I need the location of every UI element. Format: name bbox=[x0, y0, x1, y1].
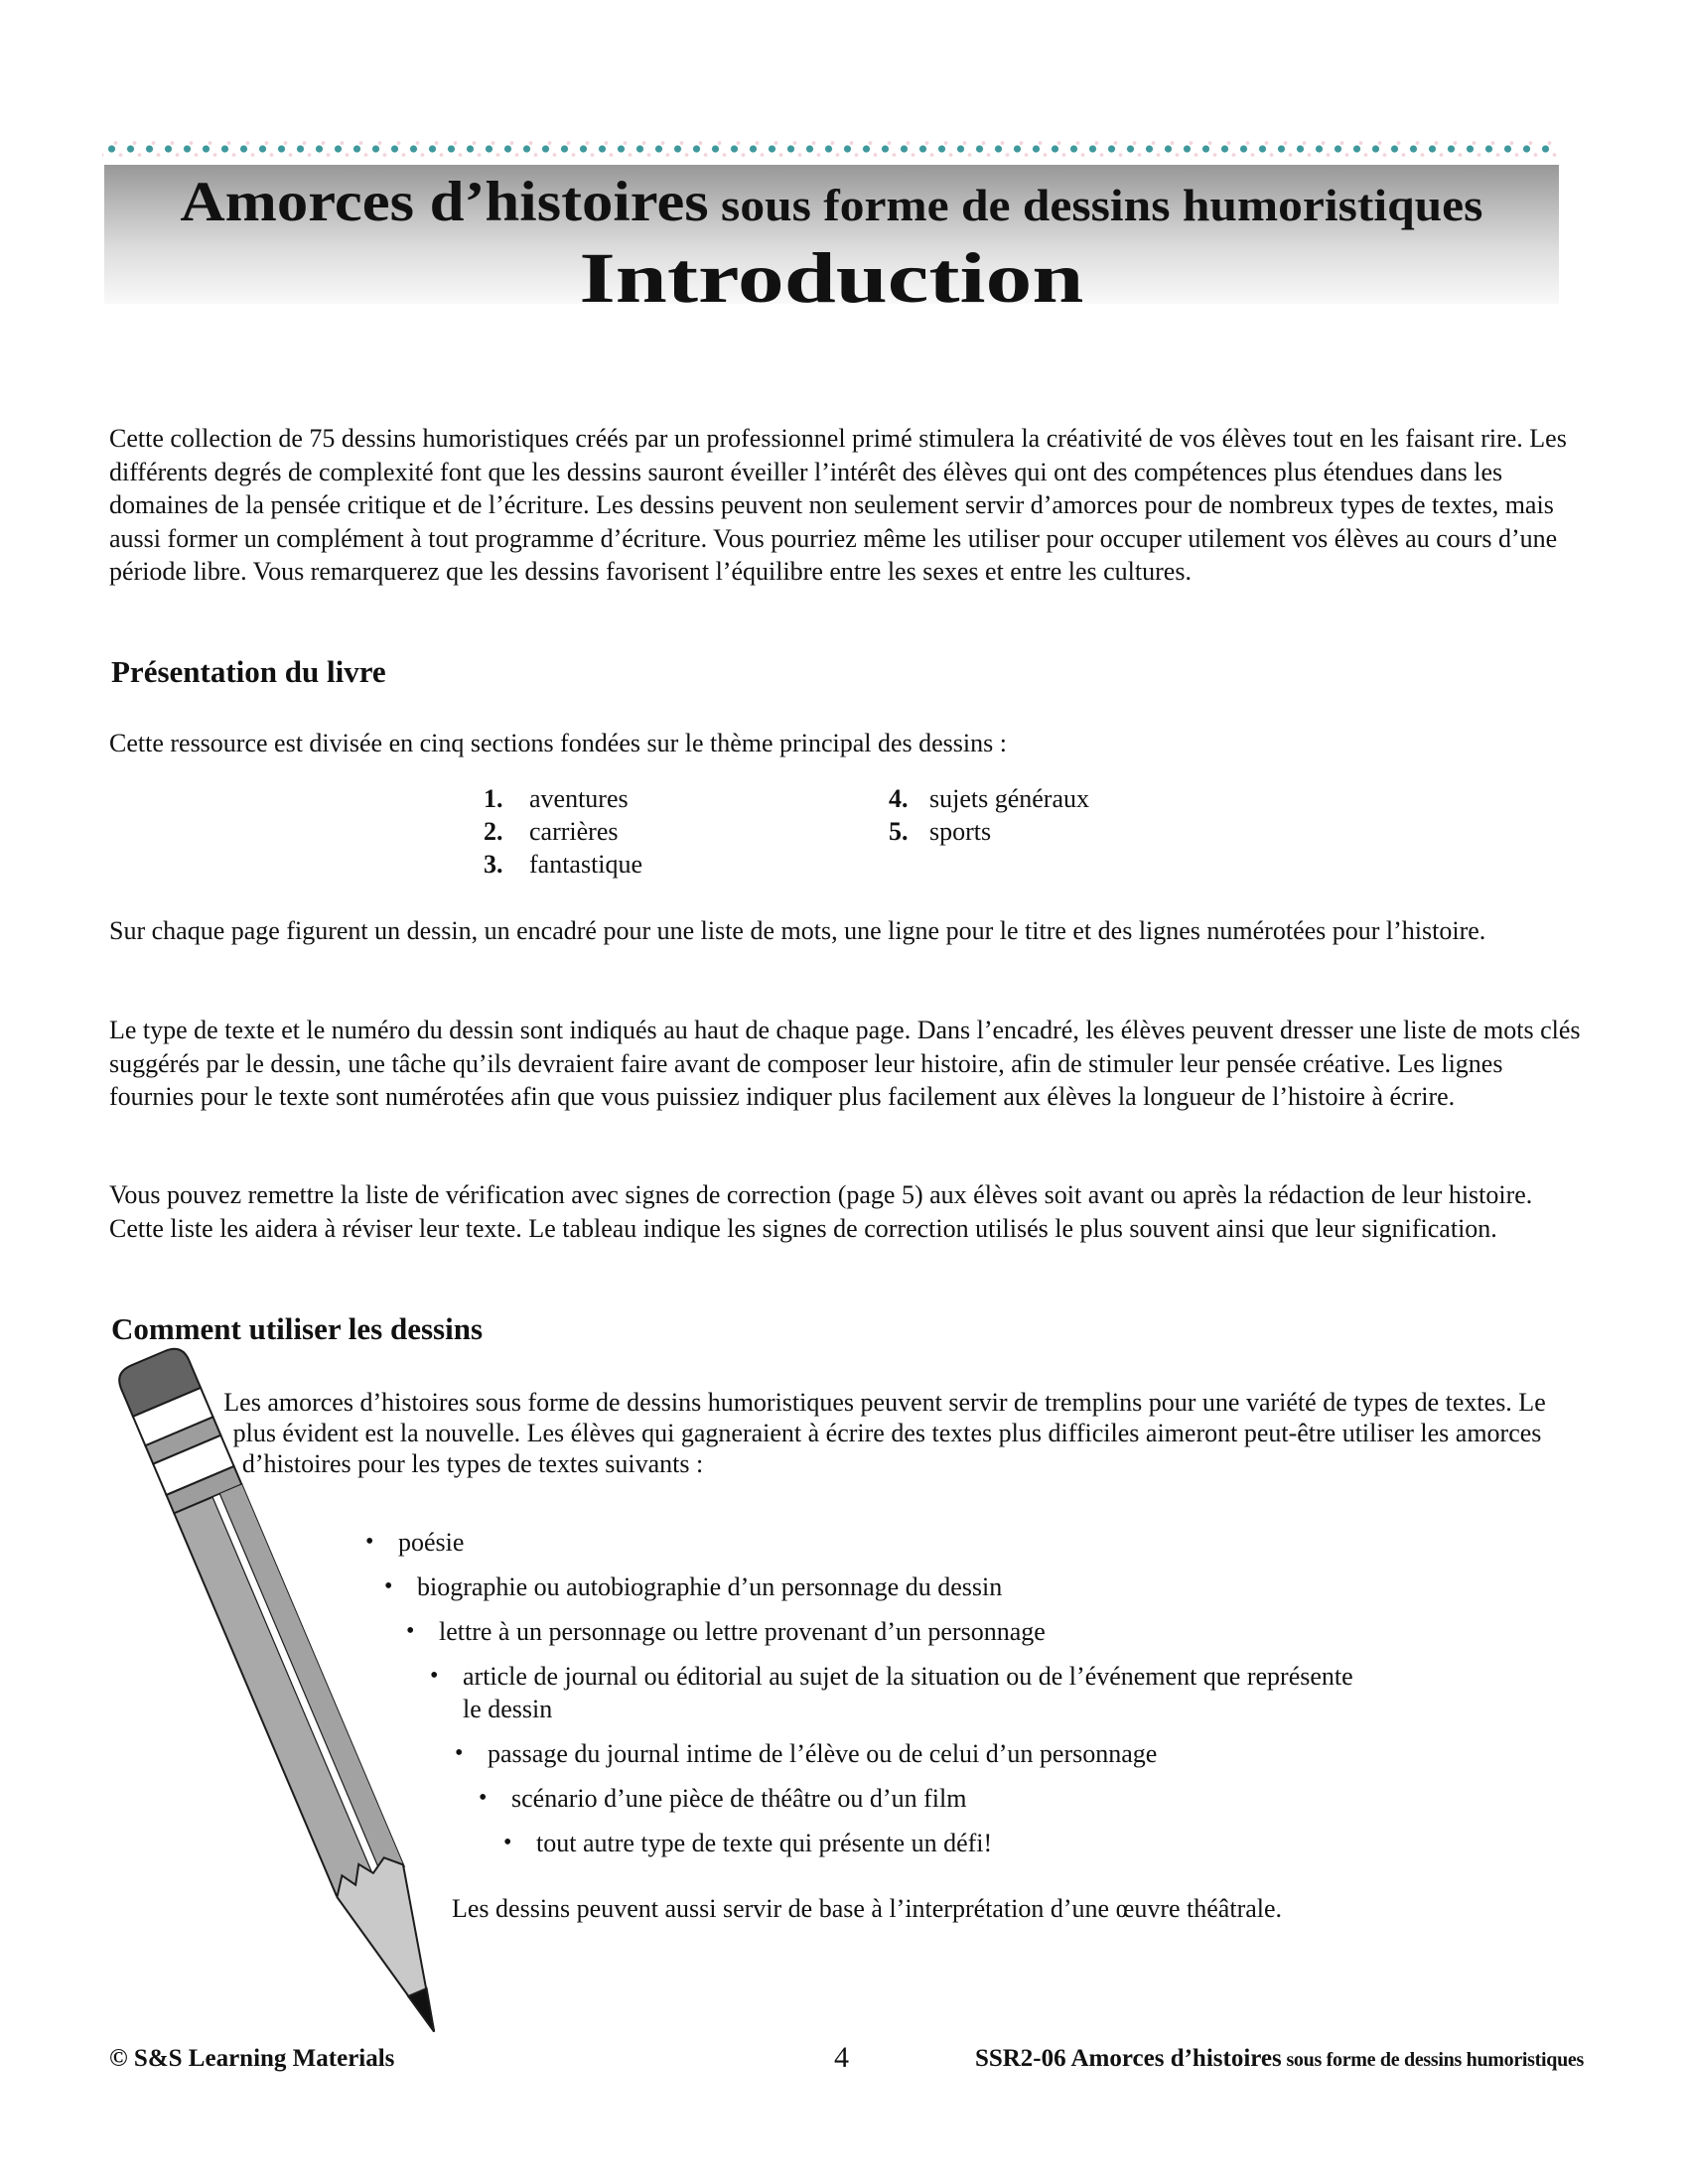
list-item: 1. aventures bbox=[484, 784, 629, 813]
list-item: 2. carrières bbox=[484, 817, 619, 846]
text-types-list bbox=[0, 1526, 1688, 1871]
list-item: 5. sports bbox=[889, 817, 992, 846]
paragraph-text-type: Le type de texte et le numéro du dessin sont indiqués au haut de chaque page. Dans l’encadré, les élèves peuvent dresser une liste de mots clés suggérés par le dessin, une tâche qu’ils devraient faire avant de composer leur histoire, afin de stimuler leur pensée créative. Les lignes fournies pour le texte sont numérotées afin que vous puissiez indiquer plus facilement aux élèves la longueur de l’histoire à écrire. bbox=[109, 1016, 1581, 1111]
usage-intro-paragraph: Les amorces d’histoires sous forme de dessins humoristiques peuvent servir de tremplins pour une variété de types de textes. Le plus évident est la nouvelle. Les élèves qui gagneraient à écrire des textes plus difficiles aimeront peut-être utiliser les amorces d’histoires pour les types de textes suivants : bbox=[214, 1387, 1577, 1486]
presentation-intro: Cette ressource est divisée en cinq sections fondées sur le thème principal des dessins : bbox=[109, 729, 1007, 757]
intro-paragraph: Cette collection de 75 dessins humoristiques créés par un professionnel primé stimulera la créativité de vos élèves tout en les faisant rire. Les différents degrés de complexité font que les dessins sauront éveiller l’intérêt des élèves qui ont des compétences plus étendues dans les domaines de la pensée critique et de l’écriture. Les dessins peuvent non seulement servir d’amorces pour de nombreux types de textes, mais aussi former un complément à tout programme d’écriture. Vous pourriez même les utiliser pour occuper utilement vos élèves au cours d’une période libre. Vous remarquerez que les dessins favorisent l’équilibre entre les sexes et entre les cultures. bbox=[109, 424, 1567, 586]
dotted-divider bbox=[102, 139, 1557, 159]
bullet-icon: • bbox=[455, 1740, 464, 1766]
bullet-icon: • bbox=[430, 1663, 439, 1689]
section-heading-presentation: Présentation du livre bbox=[111, 654, 386, 689]
closing-sentence: Les dessins peuvent aussi servir de base à l’interprétation d’une œuvre théâtrale. bbox=[452, 1894, 1283, 1923]
bullet-icon: • bbox=[503, 1830, 512, 1855]
list-item: • passage du journal intime de l’élève ou de celui d’un personnage bbox=[455, 1739, 1158, 1768]
list-item: 3. fantastique bbox=[484, 850, 643, 879]
banner-title-main: Amorces d’histoires bbox=[180, 171, 709, 233]
banner-title bbox=[104, 173, 1559, 246]
list-item: • biographie ou autobiographie d’un personnage du dessin bbox=[384, 1572, 1003, 1601]
footer-product-code: SSR2-06 Amorces d’histoires sous forme de dessins humoristiques bbox=[974, 2045, 1584, 2072]
paragraph-page-layout: Sur chaque page figurent un dessin, un encadré pour une liste de mots, une ligne pour le titre et des lignes numérotées pour l’histoire. bbox=[109, 916, 1486, 945]
list-item: • tout autre type de texte qui présente un défi! bbox=[503, 1829, 993, 1857]
banner-title-sub: sous forme de dessins humoristiques bbox=[708, 181, 1483, 230]
list-item: • article de journal ou éditorial au sujet de la situation ou de l’événement que représente le dessin bbox=[430, 1662, 1353, 1723]
list-item: • poésie bbox=[365, 1528, 465, 1557]
page-number: 4 bbox=[834, 2041, 849, 2074]
section-heading-usage: Comment utiliser les dessins bbox=[111, 1311, 484, 1346]
bullet-icon: • bbox=[406, 1618, 415, 1644]
bullet-icon: • bbox=[365, 1529, 374, 1555]
paragraph-checklist: Vous pouvez remettre la liste de vérification avec signes de correction (page 5) aux élèves soit avant ou après la rédaction de leur histoire. Cette liste les aidera à réviser leur texte. Le tableau indique les signes de correction utilisés le plus souvent ainsi que leur signification. bbox=[109, 1180, 1533, 1243]
list-item: • lettre à un personnage ou lettre provenant d’un personnage bbox=[406, 1617, 1046, 1646]
bullet-icon: • bbox=[479, 1785, 488, 1811]
title-banner bbox=[104, 165, 1559, 318]
footer-copyright: © S&S Learning Materials bbox=[109, 2045, 395, 2072]
list-item: 4. sujets généraux bbox=[889, 784, 1090, 813]
bullet-icon: • bbox=[384, 1573, 393, 1599]
banner-subtitle: Introduction bbox=[579, 238, 1084, 318]
list-item: • scénario d’une pièce de théâtre ou d’un film bbox=[479, 1784, 967, 1813]
